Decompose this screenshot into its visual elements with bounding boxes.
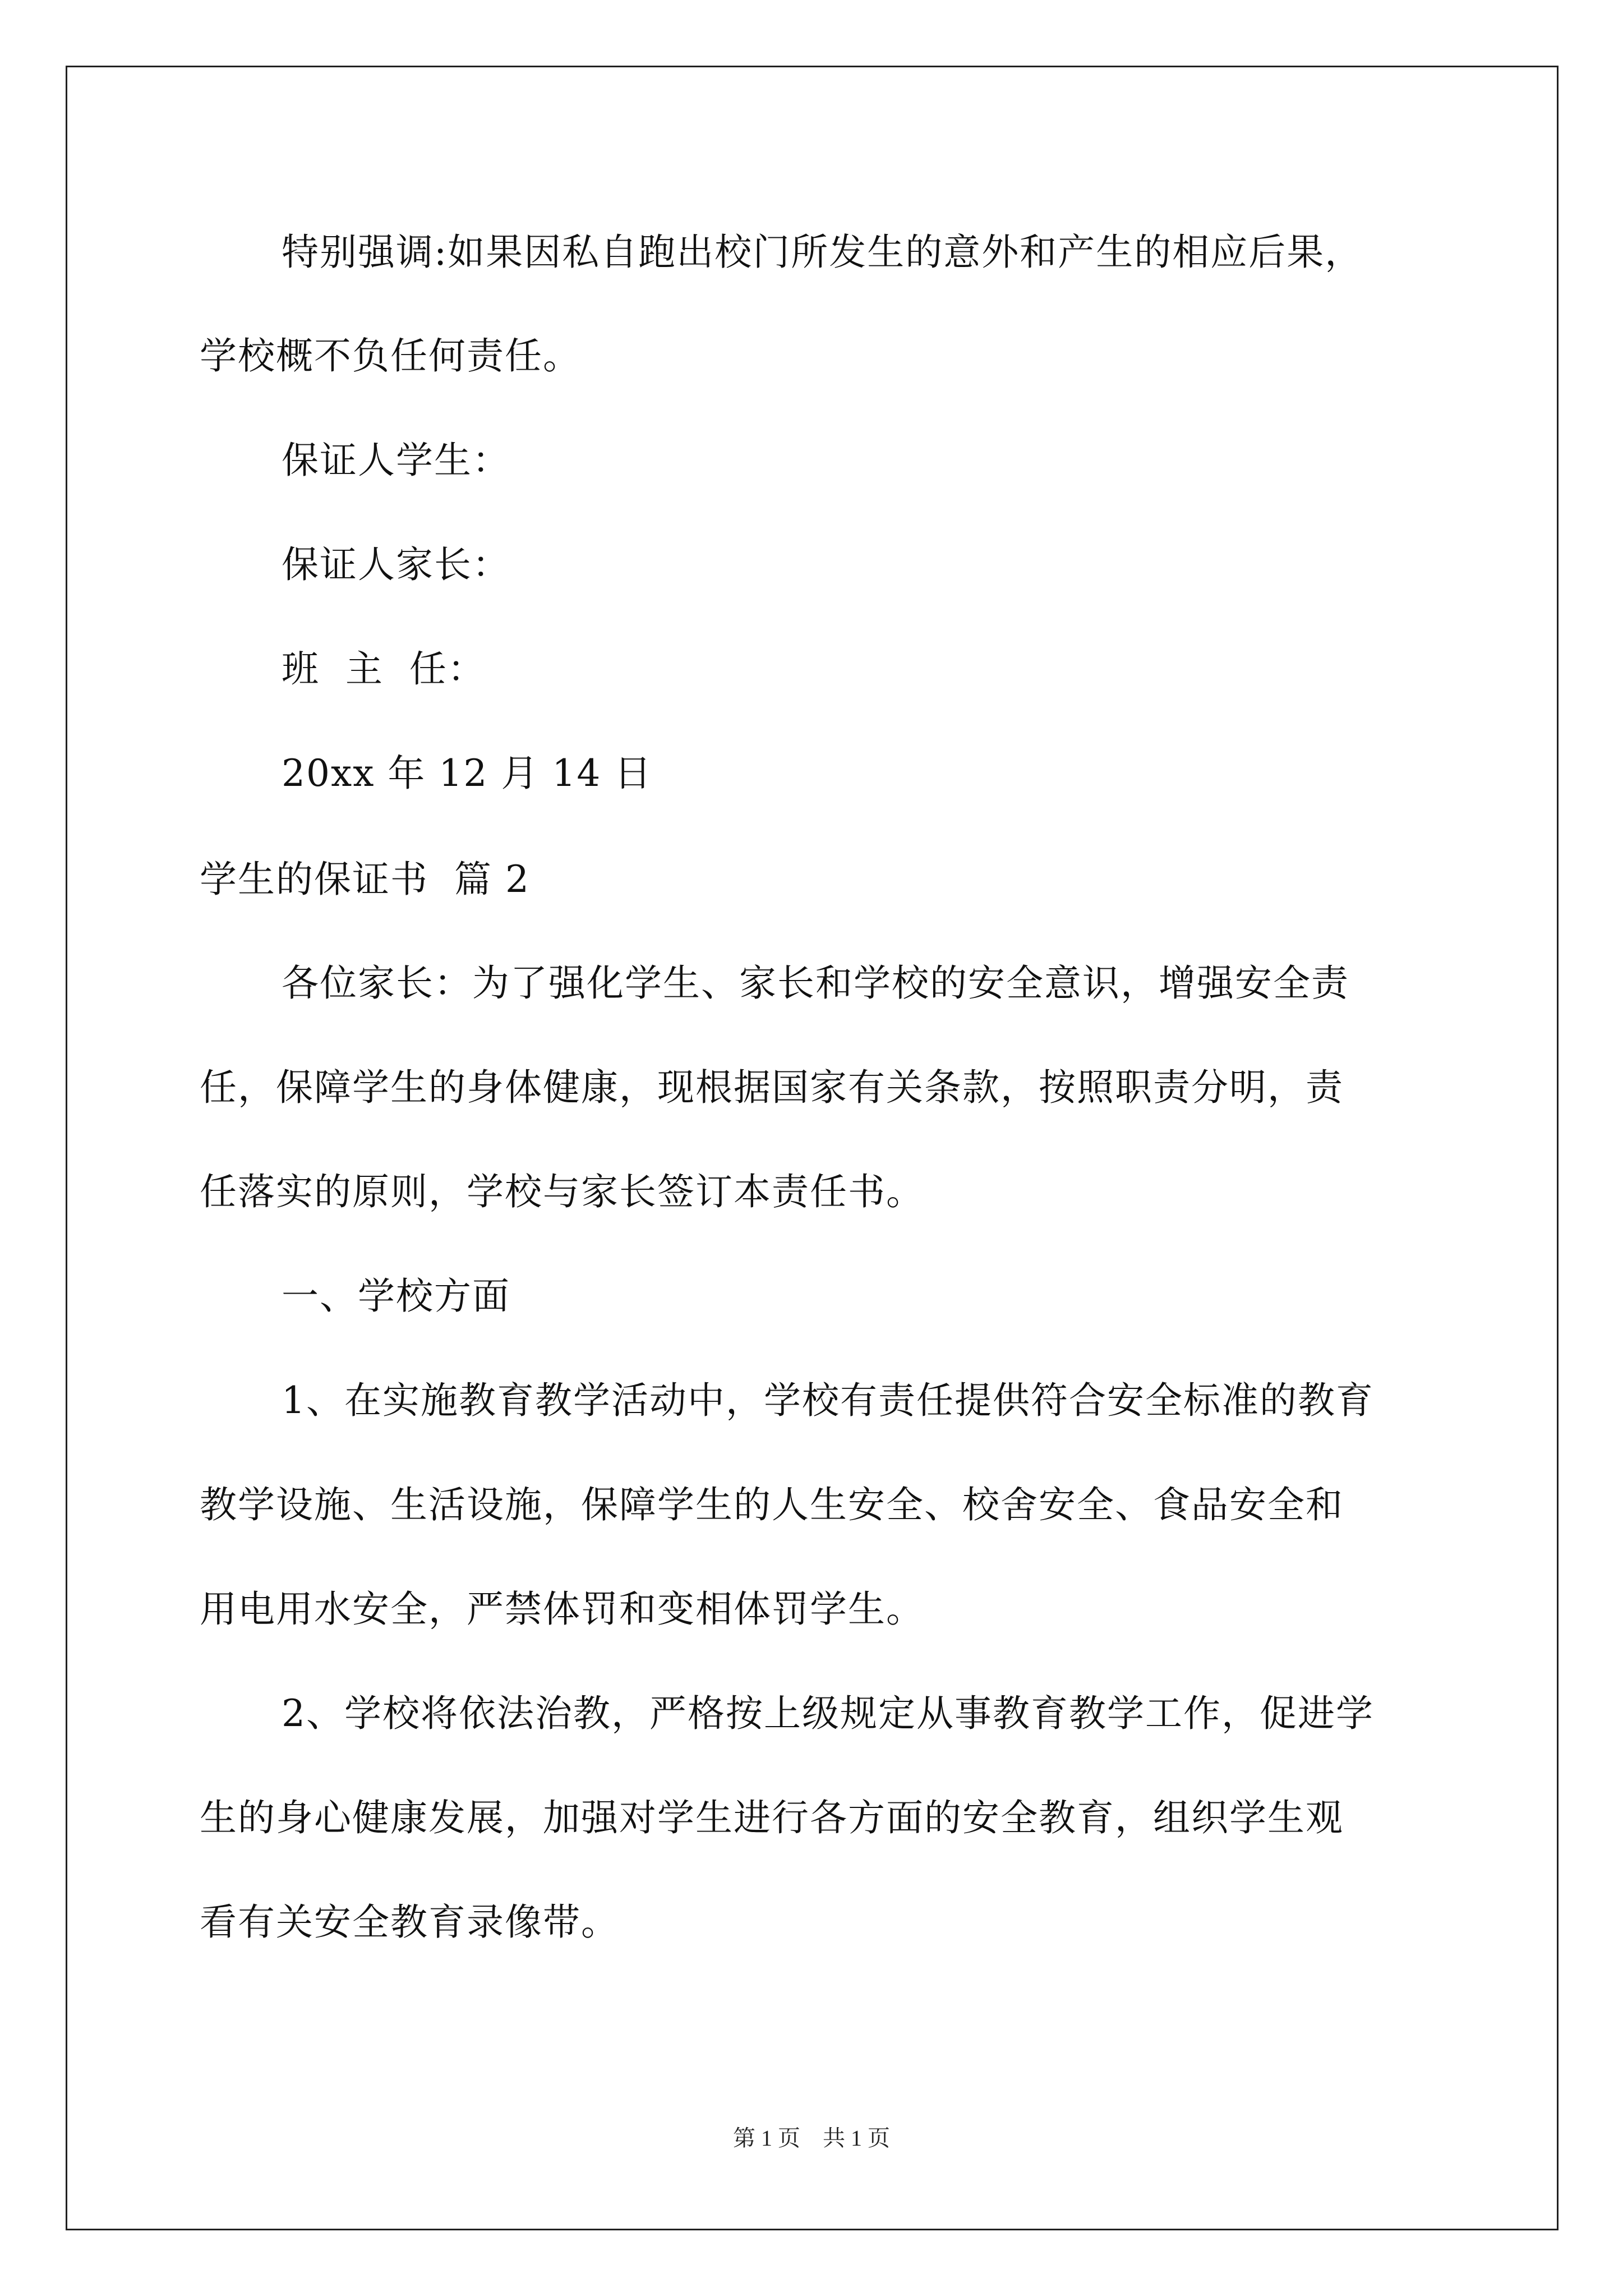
- item-1-line-3: 用电用水安全，严禁体罚和变相体罚学生。: [200, 1588, 924, 1631]
- date-line: 20xx 年 12 月 14 日: [282, 752, 653, 795]
- paragraph-intro-line-3: 任落实的原则，学校与家长签订本责任书。: [200, 1170, 924, 1213]
- item-1-line-1: 1、在实施教育教学活动中，学校有责任提供符合安全标准的教育: [282, 1379, 1374, 1422]
- item-2-line-1: 2、学校将依法治教，严格按上级规定从事教育教学工作，促进学: [282, 1692, 1374, 1735]
- paragraph-intro-line-2: 任，保障学生的身体健康，现根据国家有关条款，按照职责分明，责: [200, 1066, 1344, 1109]
- item-1-line-2: 教学设施、生活设施，保障学生的人生安全、校舍安全、食品安全和: [200, 1483, 1344, 1526]
- paragraph-intro-line-1: 各位家长：为了强化学生、家长和学校的安全意识，增强安全责: [282, 961, 1349, 1005]
- page-number-footer: 第 1 页 共 1 页: [733, 2125, 890, 2151]
- guarantor-student-line: 保证人学生：: [282, 439, 510, 482]
- section-title: 学生的保证书 篇 2: [200, 858, 530, 901]
- guarantor-parent-line: 保证人家长：: [282, 543, 510, 586]
- item-2-line-3: 看有关安全教育录像带。: [200, 1901, 619, 1944]
- paragraph-emphasis-line-1: 特别强调:如果因私自跑出校门所发生的意外和产生的相应后果，: [282, 231, 1363, 274]
- subsection-heading: 一、学校方面: [282, 1274, 510, 1318]
- item-2-line-2: 生的身心健康发展，加强对学生进行各方面的安全教育，组织学生观: [200, 1796, 1344, 1839]
- paragraph-emphasis-line-2: 学校概不负任何责任。: [200, 334, 581, 378]
- class-teacher-line: 班 主 任：: [282, 647, 486, 691]
